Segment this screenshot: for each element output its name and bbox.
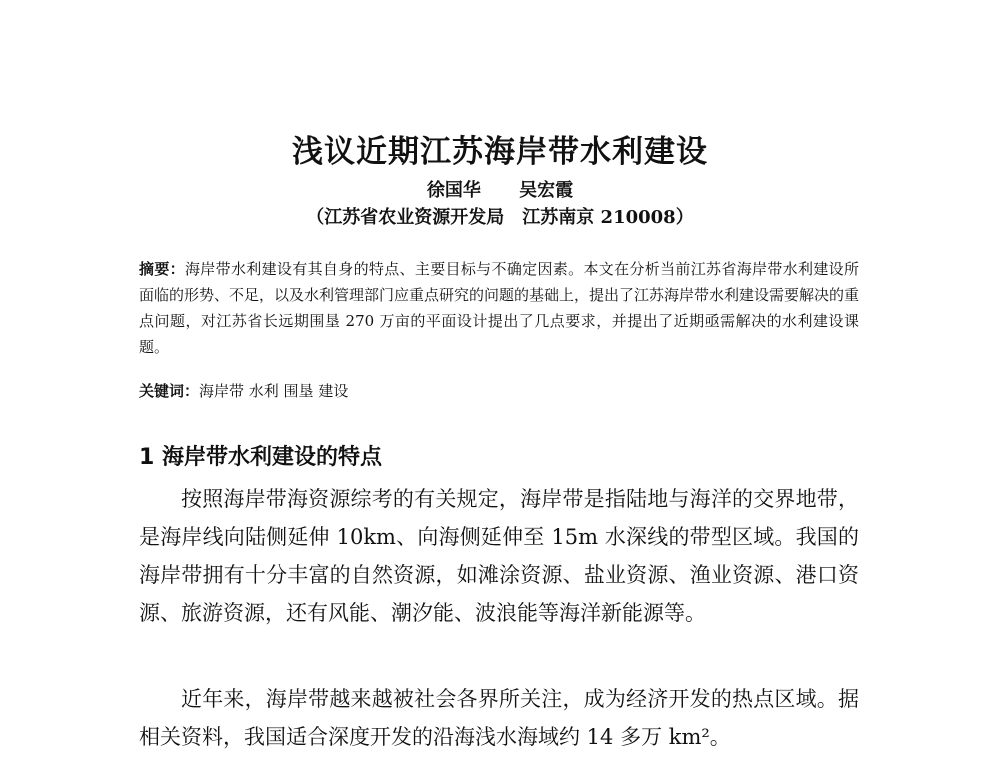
paper-title: 浅议近期江苏海岸带水利建设 xyxy=(292,134,708,170)
body-paragraph: 近年来，海岸带越来越被社会各界所关注，成为经济开发的热点区域。据相关资料，我国适合深度开发的沿海浅水海域约 14 多万 km²。 xyxy=(139,687,859,749)
keywords-label: 关键词： xyxy=(139,382,200,400)
abstract-label: 摘要： xyxy=(139,260,185,278)
affiliation: （江苏省农业资源开发局 江苏南京 210008） xyxy=(306,207,694,228)
abstract-text: 海岸带水利建设有其自身的特点、主要目标与不确定因素。本文在分析当前江苏省海岸带水利建设所面临的形势、不足，以及水利管理部门应重点研究的问题的基础上，提出了江苏海岸带水利建设需要解决的重点问题，对江苏省长远期围垦 270 万亩的平面设计提出了几点要求，并提出了近期亟需解决的水利建设课题。 xyxy=(139,260,860,356)
author-name: 徐国华 xyxy=(426,180,481,201)
abstract xyxy=(139,256,859,360)
author-name: 吴宏霞 xyxy=(519,180,574,201)
keywords-text: 海岸带 水利 围垦 建设 xyxy=(199,382,349,400)
author-line xyxy=(0,176,1000,202)
section-heading: 1 海岸带水利建设的特点 xyxy=(139,445,382,470)
body-paragraph: 按照海岸带海资源综考的有关规定，海岸带是指陆地与海洋的交界地带，是海岸线向陆侧延伸 10km、向海侧延伸至 15m 水深线的带型区域。我国的海岸带拥有十分丰富的自然资源，如滩涂资源、盐业资源、渔业资源、港口资源、旅游资源，还有风能、潮汐能、波浪能等海洋新能源等。 xyxy=(139,487,859,625)
keywords xyxy=(139,378,859,404)
